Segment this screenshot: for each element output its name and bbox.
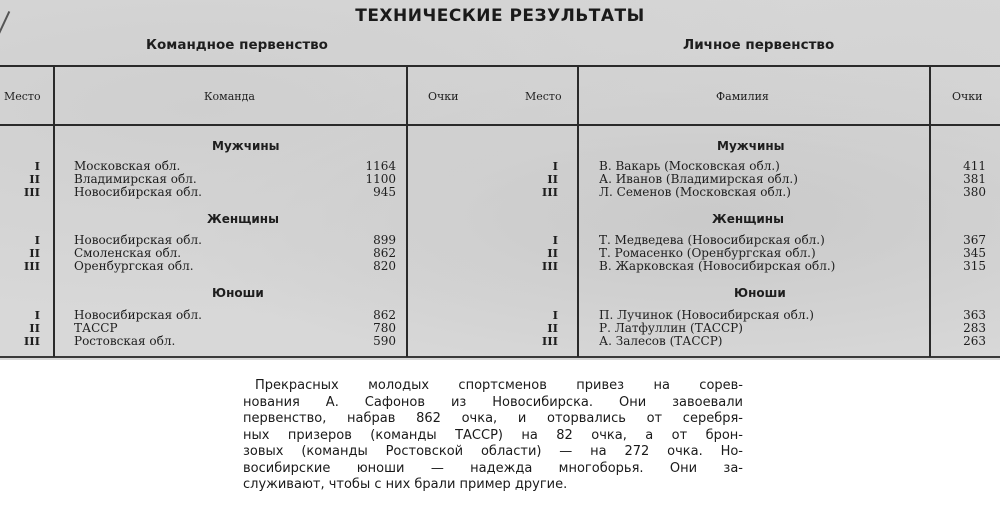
- team-cell: Новосибирская обл.: [74, 185, 202, 199]
- team-cell: Новосибирская обл.: [74, 308, 202, 322]
- points-cell: 820: [373, 259, 396, 273]
- points-cell: 945: [373, 185, 396, 199]
- group-label: Юноши: [734, 286, 786, 300]
- commentary-paragraph: [243, 378, 743, 494]
- individual-championship-heading: Личное первенство: [683, 37, 835, 53]
- athlete-cell: П. Лучинок (Новосибирская обл.): [599, 308, 814, 322]
- points-cell: 263: [963, 334, 986, 348]
- place-cell: I: [552, 308, 558, 322]
- group-label: Женщины: [207, 212, 279, 226]
- place-cell: II: [29, 321, 40, 335]
- group-label: Мужчины: [717, 139, 785, 153]
- points-cell: 367: [963, 233, 986, 247]
- individual-points-header: Очки: [952, 90, 983, 103]
- points-cell: 1100: [365, 172, 396, 186]
- individual-place-header: Место: [525, 90, 562, 103]
- points-cell: 862: [373, 308, 396, 322]
- athlete-cell: Т. Медведева (Новосибирская обл.): [599, 233, 825, 247]
- points-cell: 380: [963, 185, 986, 199]
- place-cell: III: [23, 334, 40, 348]
- points-cell: 363: [963, 308, 986, 322]
- athlete-cell: А. Иванов (Владимирская обл.): [599, 172, 798, 186]
- athlete-cell: А. Залесов (ТАССР): [599, 334, 723, 348]
- column-divider: [577, 66, 579, 357]
- paragraph-line: служивают, чтобы с них брали пример другие.: [243, 477, 568, 492]
- team-cell: Владимирская обл.: [74, 172, 197, 186]
- place-cell: I: [34, 159, 40, 173]
- place-cell: II: [547, 246, 558, 260]
- group-label: Женщины: [712, 212, 784, 226]
- place-cell: I: [552, 233, 558, 247]
- place-cell: II: [547, 172, 558, 186]
- table-bottom-rule: [0, 356, 1000, 358]
- team-name-header: Команда: [204, 90, 255, 103]
- individual-name-header: Фамилия: [716, 90, 769, 103]
- place-cell: I: [552, 159, 558, 173]
- points-cell: 411: [963, 159, 986, 173]
- place-cell: III: [541, 259, 558, 273]
- athlete-cell: Т. Ромасенко (Оренбургская обл.): [599, 246, 816, 260]
- points-cell: 381: [963, 172, 986, 186]
- athlete-cell: В. Жарковская (Новосибирская обл.): [599, 259, 836, 273]
- points-cell: 345: [963, 246, 986, 260]
- athlete-cell: Л. Семенов (Московская обл.): [599, 185, 791, 199]
- place-cell: III: [541, 185, 558, 199]
- paragraph-line: ных призеров (команды ТАССР) на 82 очка, а от брон-: [243, 427, 743, 443]
- place-cell: III: [23, 259, 40, 273]
- points-cell: 315: [963, 259, 986, 273]
- team-championship-heading: Командное первенство: [146, 37, 328, 53]
- paragraph-line: первенство, набрав 862 очка, и оторвались от серебря-: [243, 411, 743, 426]
- place-cell: III: [541, 334, 558, 348]
- paragraph-line: восибирские юноши — надежда многоборья. Они за-: [243, 460, 743, 476]
- points-cell: 780: [373, 321, 396, 335]
- team-points-header: Очки: [428, 90, 459, 103]
- place-cell: II: [29, 172, 40, 186]
- team-cell: Новосибирская обл.: [74, 233, 202, 247]
- team-cell: Московская обл.: [74, 159, 181, 173]
- athlete-cell: В. Вакарь (Московская обл.): [599, 159, 780, 173]
- place-cell: I: [34, 308, 40, 322]
- team-place-header: Место: [4, 90, 41, 103]
- paragraph-line: Прекрасных молодых спортсменов привез на сорев-: [255, 378, 743, 393]
- points-cell: 1164: [365, 159, 396, 173]
- group-label: Юноши: [212, 286, 264, 300]
- place-cell: III: [23, 185, 40, 199]
- points-cell: 590: [373, 334, 396, 348]
- header-bottom-rule: [0, 124, 1000, 126]
- column-divider: [53, 66, 55, 357]
- team-cell: Смоленская обл.: [74, 246, 182, 260]
- paragraph-line: нования А. Сафонов из Новосибирска. Они завоевали: [243, 394, 743, 410]
- team-cell: Оренбургская обл.: [74, 259, 194, 273]
- team-cell: ТАССР: [74, 321, 118, 335]
- paragraph-line: зовых (команды Ростовской области) — на 272 очка. Но-: [243, 444, 743, 459]
- group-label: Мужчины: [212, 139, 280, 153]
- points-cell: 283: [963, 321, 986, 335]
- place-cell: I: [34, 233, 40, 247]
- column-divider: [406, 66, 408, 357]
- page-title: ТЕХНИЧЕСКИЕ РЕЗУЛЬТАТЫ: [355, 6, 645, 26]
- place-cell: II: [547, 321, 558, 335]
- place-cell: II: [29, 246, 40, 260]
- table-top-rule: [0, 65, 1000, 67]
- points-cell: 899: [373, 233, 396, 247]
- points-cell: 862: [373, 246, 396, 260]
- athlete-cell: Р. Латфуллин (ТАССР): [599, 321, 743, 335]
- team-cell: Ростовская обл.: [74, 334, 176, 348]
